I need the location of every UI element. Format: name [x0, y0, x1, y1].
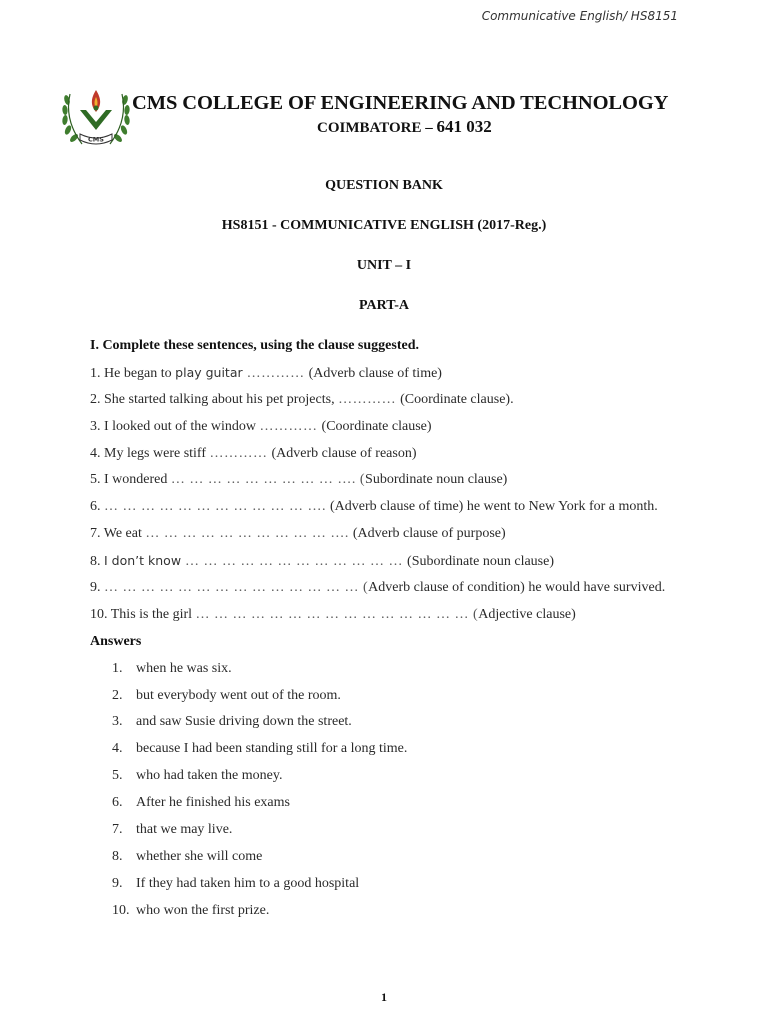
answer-number: 8.	[112, 848, 123, 864]
letterhead	[60, 86, 700, 152]
answer-text: If they had taken him to a good hospital	[136, 875, 360, 891]
answer-number: 5.	[112, 768, 123, 784]
question-item	[90, 364, 710, 391]
question-blank: …………	[242, 365, 309, 381]
question-number: 5.	[90, 472, 104, 488]
question-blank: … … … … … … … … … … ….	[145, 526, 353, 542]
college-city-name: COIMBATORE –	[317, 120, 437, 136]
question-item	[90, 391, 710, 418]
question-blank: …………	[209, 445, 272, 461]
question-number: 8.	[90, 554, 104, 570]
answer-item	[90, 902, 710, 929]
question-blank: … … … … … … … … … … … … … … (	[104, 580, 369, 596]
question-list	[90, 364, 710, 633]
question-text: She started talking about his pet projects,	[104, 391, 339, 407]
question-blank: … … … … … … … … … …. (	[170, 472, 366, 488]
question-number: 7.	[90, 526, 104, 542]
question-text: He began to	[104, 365, 176, 381]
clause-hint: Subordinate noun clause)	[365, 472, 508, 488]
answer-item	[90, 821, 710, 848]
answer-text: that we may live.	[136, 822, 233, 838]
question-text: This is the girl	[110, 606, 196, 622]
question-text-sans: I don’t know	[104, 553, 182, 569]
page-number: 1	[381, 990, 387, 1004]
answer-number: 6.	[112, 795, 123, 811]
question-number: 4.	[90, 445, 104, 461]
answer-number: 3.	[112, 714, 123, 730]
answer-text: who had taken the money.	[136, 768, 283, 784]
question-item	[90, 579, 710, 606]
question-text: We eat	[103, 526, 146, 542]
answer-item	[90, 794, 710, 821]
clause-hint: (Adverb clause of purpose)	[352, 526, 506, 542]
question-blank: … … … … … … … … … … … …	[181, 554, 408, 570]
clause-hint: (Adverb clause of reason)	[271, 445, 417, 461]
question-text: I looked out of the window	[104, 418, 260, 434]
college-logo	[60, 86, 132, 152]
answer-number: 10.	[112, 902, 130, 918]
section-heading: I. Complete these sentences, using the clause suggested.	[90, 338, 419, 353]
answer-text: whether she will come	[136, 848, 263, 864]
clause-hint: Adjective clause)	[478, 606, 576, 622]
clause-hint: (Adverb clause of time)	[308, 365, 442, 381]
answer-number: 9.	[112, 875, 123, 891]
question-number: 1.	[90, 365, 104, 381]
answer-item	[90, 767, 710, 794]
answers-heading: Answers	[90, 633, 142, 649]
question-item	[90, 471, 710, 498]
question-number: 10.	[90, 606, 111, 622]
part-title: PART-A	[358, 298, 410, 313]
clause-hint: (Coordinate clause).	[400, 391, 514, 407]
logo-text: CMS	[88, 135, 104, 144]
college-city	[317, 117, 492, 137]
answer-number: 1.	[112, 660, 123, 676]
question-item	[90, 552, 710, 579]
question-item	[90, 418, 710, 445]
answer-item	[90, 848, 710, 875]
college-name: CMS COLLEGE OF ENGINEERING AND TECHNOLOGY	[132, 92, 669, 114]
question-section	[90, 337, 710, 929]
answer-item	[90, 713, 710, 740]
answer-list	[90, 660, 710, 929]
question-blank: …………	[259, 418, 322, 434]
question-number: 3.	[90, 418, 104, 434]
answer-item	[90, 740, 710, 767]
answer-item	[90, 660, 710, 687]
question-item	[90, 445, 710, 472]
college-pin: 641 032	[436, 117, 492, 136]
answer-number: 2.	[112, 687, 123, 703]
answer-text: but everybody went out of the room.	[136, 687, 341, 703]
question-number: 2.	[90, 391, 104, 407]
answer-item	[90, 875, 710, 902]
question-text: I wondered	[104, 472, 171, 488]
answer-text: who won the first prize.	[136, 902, 270, 918]
answer-text: After he finished his exams	[136, 795, 290, 811]
running-header: Communicative English/ HS8151	[481, 9, 678, 23]
course-title: HS8151 - COMMUNICATIVE ENGLISH (2017-Reg.)	[221, 218, 547, 233]
question-number: 9.	[90, 580, 104, 596]
question-blank: … … … … … … … … … … … ….	[104, 499, 330, 515]
question-text-sans: play guitar	[175, 364, 243, 380]
answer-item	[90, 687, 710, 714]
question-blank: …………	[338, 391, 401, 407]
answer-text: when he was six.	[136, 660, 232, 676]
answer-text: because I had been standing still for a long time.	[136, 741, 408, 757]
question-item	[90, 606, 710, 633]
question-item	[90, 525, 710, 552]
question-text: My legs were stiff	[104, 445, 210, 461]
doc-title: QUESTION BANK	[325, 178, 443, 193]
clause-hint: (Coordinate clause)	[321, 418, 432, 434]
question-blank: … … … … … … … … … … … … … … … (	[195, 606, 479, 622]
unit-title: UNIT – I	[356, 258, 412, 273]
answer-number: 7.	[112, 822, 123, 838]
question-number: 6.	[90, 499, 104, 515]
answer-number: 4.	[112, 741, 123, 757]
clause-hint: Adverb clause of condition) he would have survived.	[368, 580, 666, 596]
clause-hint: (Subordinate noun clause)	[407, 554, 555, 570]
answer-text: and saw Susie driving down the street.	[136, 714, 352, 730]
question-item	[90, 498, 710, 525]
clause-hint: (Adverb clause of time) he went to New York for a month.	[330, 499, 658, 515]
